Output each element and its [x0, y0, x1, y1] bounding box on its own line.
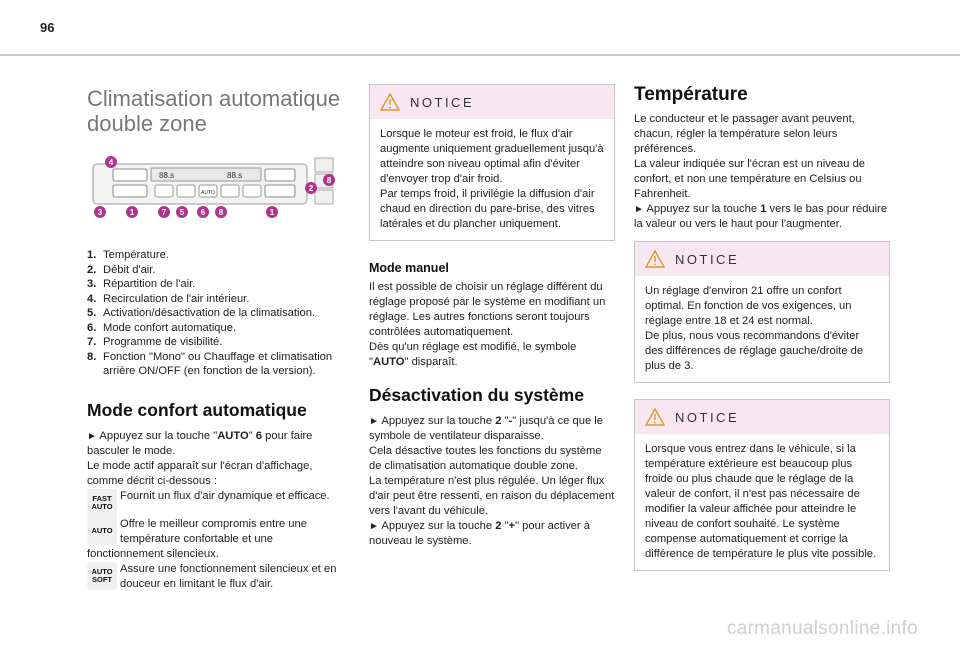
auto-icon: AUTO — [87, 517, 117, 545]
arrow-right-icon: ► — [87, 430, 97, 442]
legend-item: 2. Débit d'air. — [87, 263, 156, 276]
top-rule — [0, 54, 960, 56]
legend-item: 8. Fonction "Mono" ou Chauffage et climatisation arrière ON/OFF (en fonction de la version). — [87, 350, 333, 377]
notice-label: NOTICE — [675, 251, 740, 267]
display-right-temp: 88.s — [227, 171, 243, 180]
auto-soft-icon: AUTO SOFT — [87, 562, 117, 590]
deactivate-instruction: ► Appuyez sur la touche 2 "-" jusqu'à ce que le symbole de ventilateur disparaisse. — [369, 415, 603, 442]
deactivate-effect: Cela désactive toutes les fonctions du système de climatisation automatique double zone. — [369, 445, 602, 472]
fast-auto-icon: FAST AUTO — [87, 489, 117, 517]
callout-3: 3 — [97, 208, 103, 217]
callout-1-left: 1 — [129, 208, 135, 217]
legend-item: 4. Recirculation de l'air intérieur. — [87, 292, 250, 305]
warning-icon — [645, 250, 665, 268]
notice-box-entering-vehicle: NOTICE Lorsque vous entrez dans le véhicule, si la température extérieure est beaucoup plus froide ou plus chaude que le réglage de la valeur de confort, il n'est pas nécessaire de modifier la valeur affichée pour atteindre le niveau de confort souhaité. Le système compense automatiquement et corrige la différence de température le plus vite possible. — [634, 399, 890, 571]
legend-item: 6. Mode confort automatique. — [87, 321, 237, 334]
section-title-comfort: Mode confort automatique — [87, 399, 307, 420]
right-column — [634, 84, 890, 571]
watermark: carmanualsonline.info — [726, 618, 918, 639]
warning-icon — [380, 93, 400, 111]
climate-panel-drawing — [87, 156, 337, 224]
section-title-manual: Mode manuel — [369, 261, 449, 275]
temperature-text-1: Le conducteur et le passager avant peuvent, chacun, régler la température selon leurs préférences. — [634, 113, 855, 155]
page-title: Climatisation automatique double zone — [87, 86, 341, 136]
control-legend — [87, 248, 341, 379]
legend-item: 5. Activation/désactivation de la climatisation. — [87, 307, 316, 319]
comfort-description: Le mode actif apparaît sur l'écran d'affichage, comme décrit ci-dessous : — [87, 459, 313, 487]
notice-box-comfort-setting: NOTICE Un réglage d'environ 21 offre un confort optimal. En fonction de vos exigences, un réglage entre 18 et 24 est normal. De plus, nous vous recommandons d'éviter des différences de réglage gauche/droite de plus de 3. — [634, 241, 890, 383]
callout-8-right: 8 — [326, 176, 332, 185]
page-number: 96 — [40, 20, 55, 35]
deactivate-temperature-note: La température n'est plus régulée. Un léger flux d'air peut être ressenti, en raison du déplacement vers l'avant du véhicule. — [369, 475, 615, 517]
section-title-deactivation: Désactivation du système — [369, 385, 584, 405]
climate-panel-diagram — [87, 156, 337, 224]
callout-7: 7 — [161, 208, 167, 217]
notice-box-cold-engine: NOTICE Lorsque le moteur est froid, le flux d'air augmente uniquement graduellement jusqu'à atteindre son niveau optimal afin d'éviter d'envoyer trop d'air froid. Par temps froid, il privilégie la diffusion d'air chaud en direction du pare-brise, des vitres latérales et du plancher uniquement. — [369, 84, 615, 241]
legend-item: 1. Température. — [87, 249, 169, 261]
callout-4: 4 — [108, 158, 114, 167]
callout-8: 8 — [218, 208, 224, 217]
mode-auto: AUTO Offre le meilleur compromis entre une température confortable et une fonctionnement silencieux. — [87, 517, 307, 560]
manual-auto-note: Dès qu'un réglage est modifié, le symbole "AUTO" disparaît. — [369, 341, 577, 368]
reactivate-instruction: ► Appuyez sur la touche 2 "+" pour activer à nouveau le système. — [369, 520, 590, 547]
middle-column — [369, 84, 615, 549]
temperature-instruction: ► Appuyez sur la touche 1 vers le bas pour réduire la valeur ou vers le haut pour l'augmenter. — [634, 203, 888, 230]
notice-label: NOTICE — [675, 409, 740, 425]
left-column — [87, 80, 341, 592]
callout-5: 5 — [179, 208, 185, 217]
callout-1-right: 1 — [269, 208, 275, 217]
notice-label: NOTICE — [410, 94, 475, 110]
auto-button-label: AUTO — [201, 190, 215, 196]
mode-auto-soft: AUTO SOFT Assure une fonctionnement silencieux et en douceur en limitant le flux d'air. — [87, 562, 341, 592]
arrow-right-icon: ► — [634, 204, 644, 215]
mode-fast-auto: FAST AUTO Fournit un flux d'air dynamique et efficace. — [87, 489, 341, 517]
legend-item: 7. Programme de visibilité. — [87, 336, 223, 348]
arrow-right-icon: ► — [369, 416, 379, 427]
legend-item: 3. Répartition de l'air. — [87, 278, 196, 290]
display-left-temp: 88.s — [159, 171, 175, 180]
temperature-text-2: La valeur indiquée sur l'écran est un niveau de confort, et non une température en Celsius ou Fahrenheit. — [634, 158, 866, 200]
callout-6: 6 — [200, 208, 206, 217]
warning-icon — [645, 408, 665, 426]
arrow-right-icon: ► — [369, 521, 379, 532]
manual-text: Il est possible de choisir un réglage différent du réglage proposé par le système en modifiant un réglage. Les autres fonctions seront toujours contrôlées automatiquement. — [369, 281, 606, 338]
section-title-temperature: Température — [634, 84, 748, 105]
comfort-instruction: ► Appuyez sur la touche "AUTO" 6 pour faire basculer le mode. — [87, 429, 313, 457]
callout-2: 2 — [308, 184, 314, 193]
